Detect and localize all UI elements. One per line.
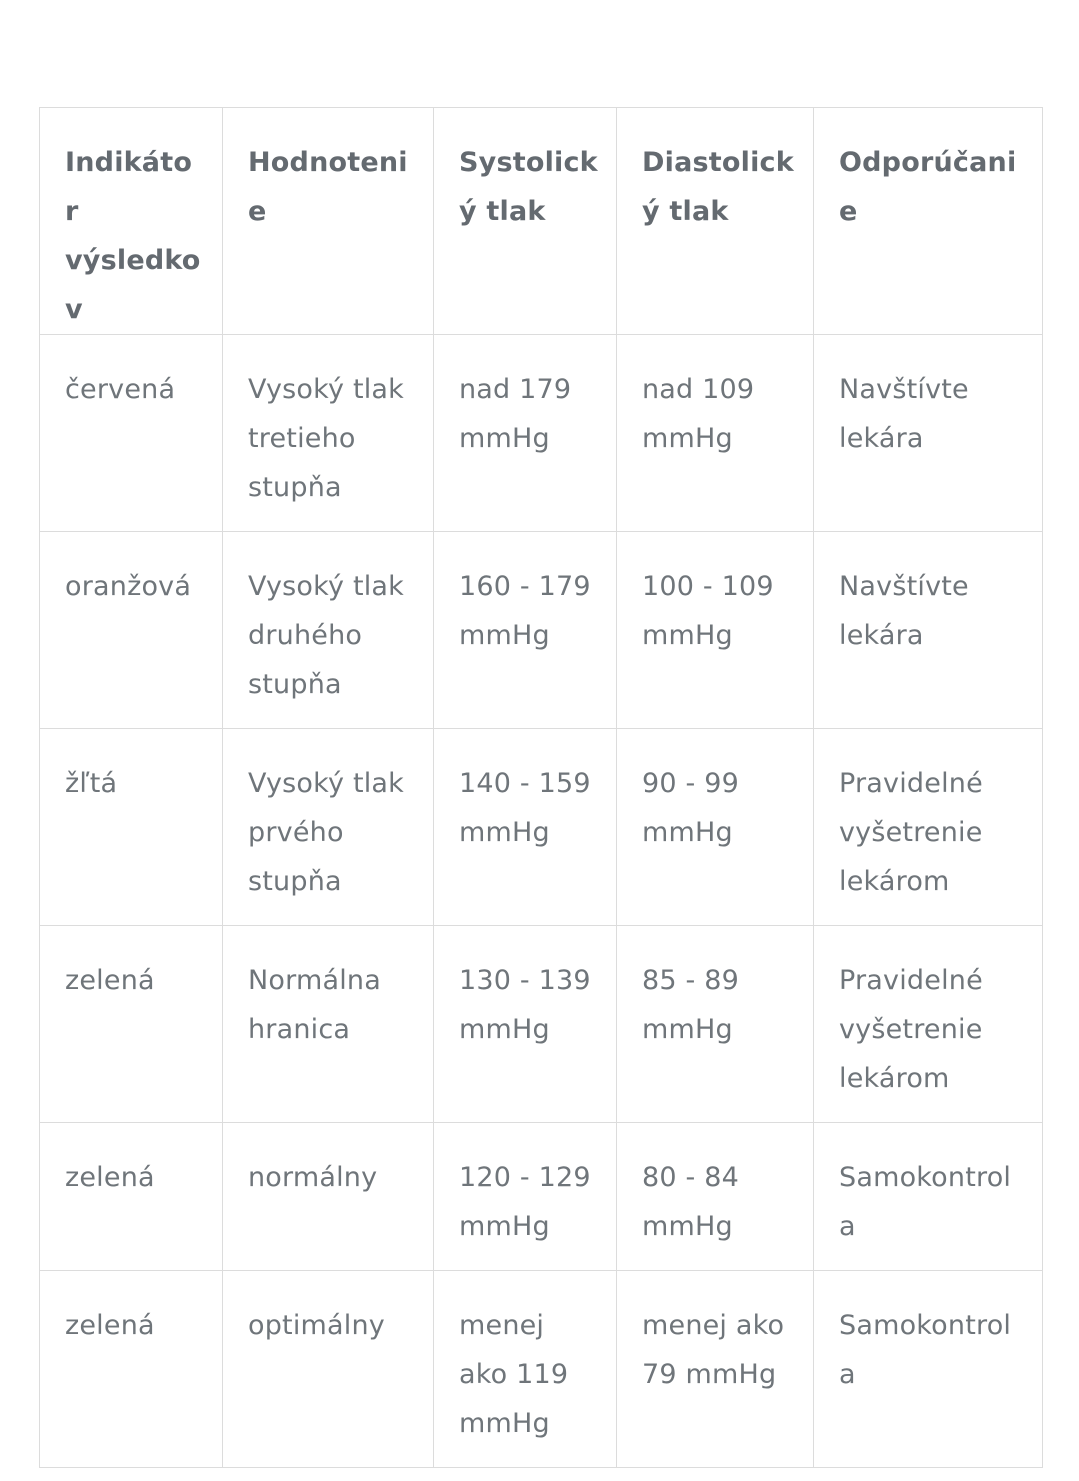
cell-systolic: nad 179 mmHg	[434, 335, 617, 532]
cell-indicator: oranžová	[40, 532, 223, 729]
cell-recommendation: Pravidelné vyšetrenie lekárom	[814, 926, 1043, 1123]
cell-diastolic: menej ako 79 mmHg	[617, 1271, 814, 1468]
cell-indicator: zelená	[40, 1271, 223, 1468]
cell-diastolic: 80 - 84 mmHg	[617, 1123, 814, 1271]
cell-recommendation: Samokontrola	[814, 1123, 1043, 1271]
table-row	[40, 926, 1043, 1123]
cell-evaluation: Normálna hranica	[223, 926, 434, 1123]
cell-diastolic: 85 - 89 mmHg	[617, 926, 814, 1123]
cell-evaluation: optimálny	[223, 1271, 434, 1468]
table-row	[40, 1123, 1043, 1271]
header-recommendation: Odporúčanie	[814, 108, 1043, 335]
cell-recommendation: Samokontrola	[814, 1271, 1043, 1468]
header-systolic-pressure: Systolický tlak	[434, 108, 617, 335]
cell-indicator: červená	[40, 335, 223, 532]
cell-systolic: menej ako 119 mmHg	[434, 1271, 617, 1468]
cell-recommendation: Navštívte lekára	[814, 335, 1043, 532]
blood-pressure-table	[39, 107, 1043, 1468]
cell-systolic: 160 - 179 mmHg	[434, 532, 617, 729]
table-row	[40, 1271, 1043, 1468]
cell-evaluation: Vysoký tlak tretieho stupňa	[223, 335, 434, 532]
header-diastolic-pressure: Diastolický tlak	[617, 108, 814, 335]
cell-diastolic: 100 - 109 mmHg	[617, 532, 814, 729]
cell-indicator: zelená	[40, 926, 223, 1123]
cell-evaluation: Vysoký tlak prvého stupňa	[223, 729, 434, 926]
cell-evaluation: Vysoký tlak druhého stupňa	[223, 532, 434, 729]
cell-systolic: 140 - 159 mmHg	[434, 729, 617, 926]
cell-recommendation: Navštívte lekára	[814, 532, 1043, 729]
cell-indicator: zelená	[40, 1123, 223, 1271]
cell-recommendation: Pravidelné vyšetrenie lekárom	[814, 729, 1043, 926]
cell-diastolic: nad 109 mmHg	[617, 335, 814, 532]
table-header-row	[40, 108, 1043, 335]
cell-evaluation: normálny	[223, 1123, 434, 1271]
cell-systolic: 120 - 129 mmHg	[434, 1123, 617, 1271]
cell-indicator: žľtá	[40, 729, 223, 926]
table-row	[40, 335, 1043, 532]
table-row	[40, 532, 1043, 729]
cell-systolic: 130 - 139 mmHg	[434, 926, 617, 1123]
table-row	[40, 729, 1043, 926]
header-evaluation: Hodnotenie	[223, 108, 434, 335]
cell-diastolic: 90 - 99 mmHg	[617, 729, 814, 926]
header-result-indicator: Indikátor výsledkov	[40, 108, 223, 335]
